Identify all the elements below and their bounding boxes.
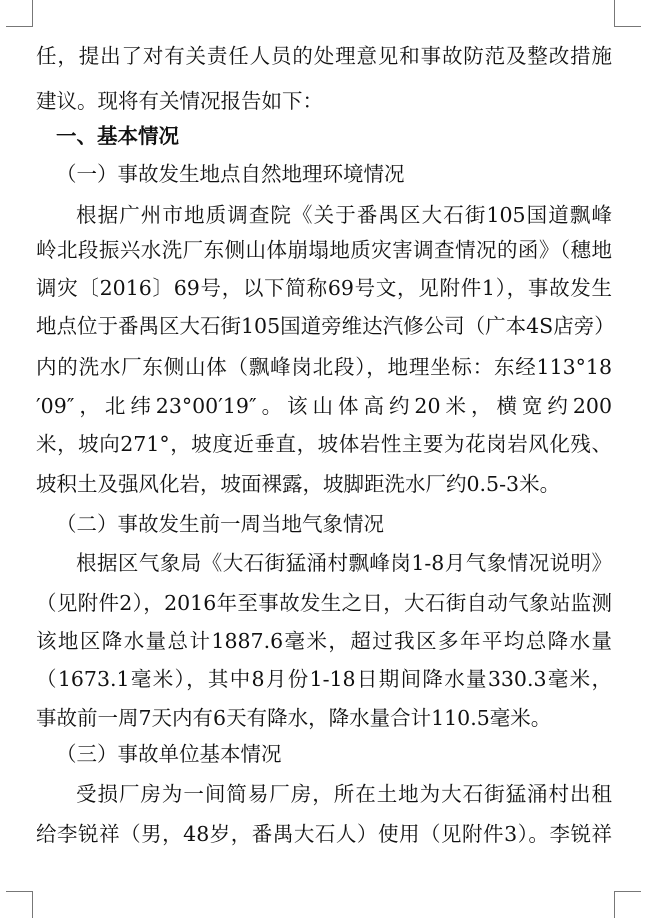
paragraph-line: 岭北段振兴水洗厂东侧山体崩塌地质灾害调查情况的函》（穗地 [36,238,612,262]
paragraph-line: ′09″，北纬23°00′19″。该山体高约20米，横宽约200 [36,394,612,418]
paragraph-line: 给李锐祥（男，48岁，番禺大石人）使用（见附件3）。李锐祥 [36,822,612,846]
section-heading: 一、基本情况 [56,124,179,148]
subsection-heading: （二）事故发生前一周当地气象情况 [56,512,384,536]
paragraph-line: 该地区降水量总计1887.6毫米，超过我区多年平均总降水量 [36,629,612,653]
paragraph-line: 根据区气象局《大石街猛涌村飘峰岗1-8月气象情况说明》 [76,551,612,575]
crop-mark-bottom-right [614,891,641,918]
paragraph-line: 坡积土及强风化岩，坡面裸露，坡脚距洗水厂约0.5-3米。 [36,472,561,496]
paragraph-line: （见附件2），2016年至事故发生之日，大石街自动气象站监测 [36,591,612,615]
paragraph-line: （1673.1毫米），其中8月份1-18日期间降水量330.3毫米， [36,667,612,691]
paragraph-line: 受损厂房为一间简易厂房，所在土地为大石街猛涌村出租 [76,782,612,806]
crop-mark-top-right [614,0,641,27]
paragraph-line: 地点位于番禺区大石街105国道旁维达汽修公司（广本4S店旁） [36,314,615,338]
crop-mark-bottom-left [6,891,33,918]
paragraph-line: 米，坡向271°，坡度近垂直，坡体岩性主要为花岗岩风化残、 [36,432,612,456]
subsection-heading: （三）事故单位基本情况 [56,742,282,766]
crop-mark-top-left [6,0,33,27]
paragraph-line: 事故前一周7天内有6天有降水，降水量合计110.5毫米。 [36,706,552,730]
text-line: 建议。现将有关情况报告如下： [36,89,323,113]
text-line: 任，提出了对有关责任人员的处理意见和事故防范及整改措施 [36,44,612,68]
paragraph-line: 根据广州市地质调查院《关于番禺区大石街105国道飘峰 [76,203,612,227]
subsection-heading: （一）事故发生地点自然地理环境情况 [56,162,405,186]
paragraph-line: 内的洗水厂东侧山体（飘峰岗北段），地理坐标：东经113°18 [36,355,612,379]
paragraph-line: 调灾〔2016〕69号，以下简称69号文，见附件1），事故发生 [36,276,612,300]
